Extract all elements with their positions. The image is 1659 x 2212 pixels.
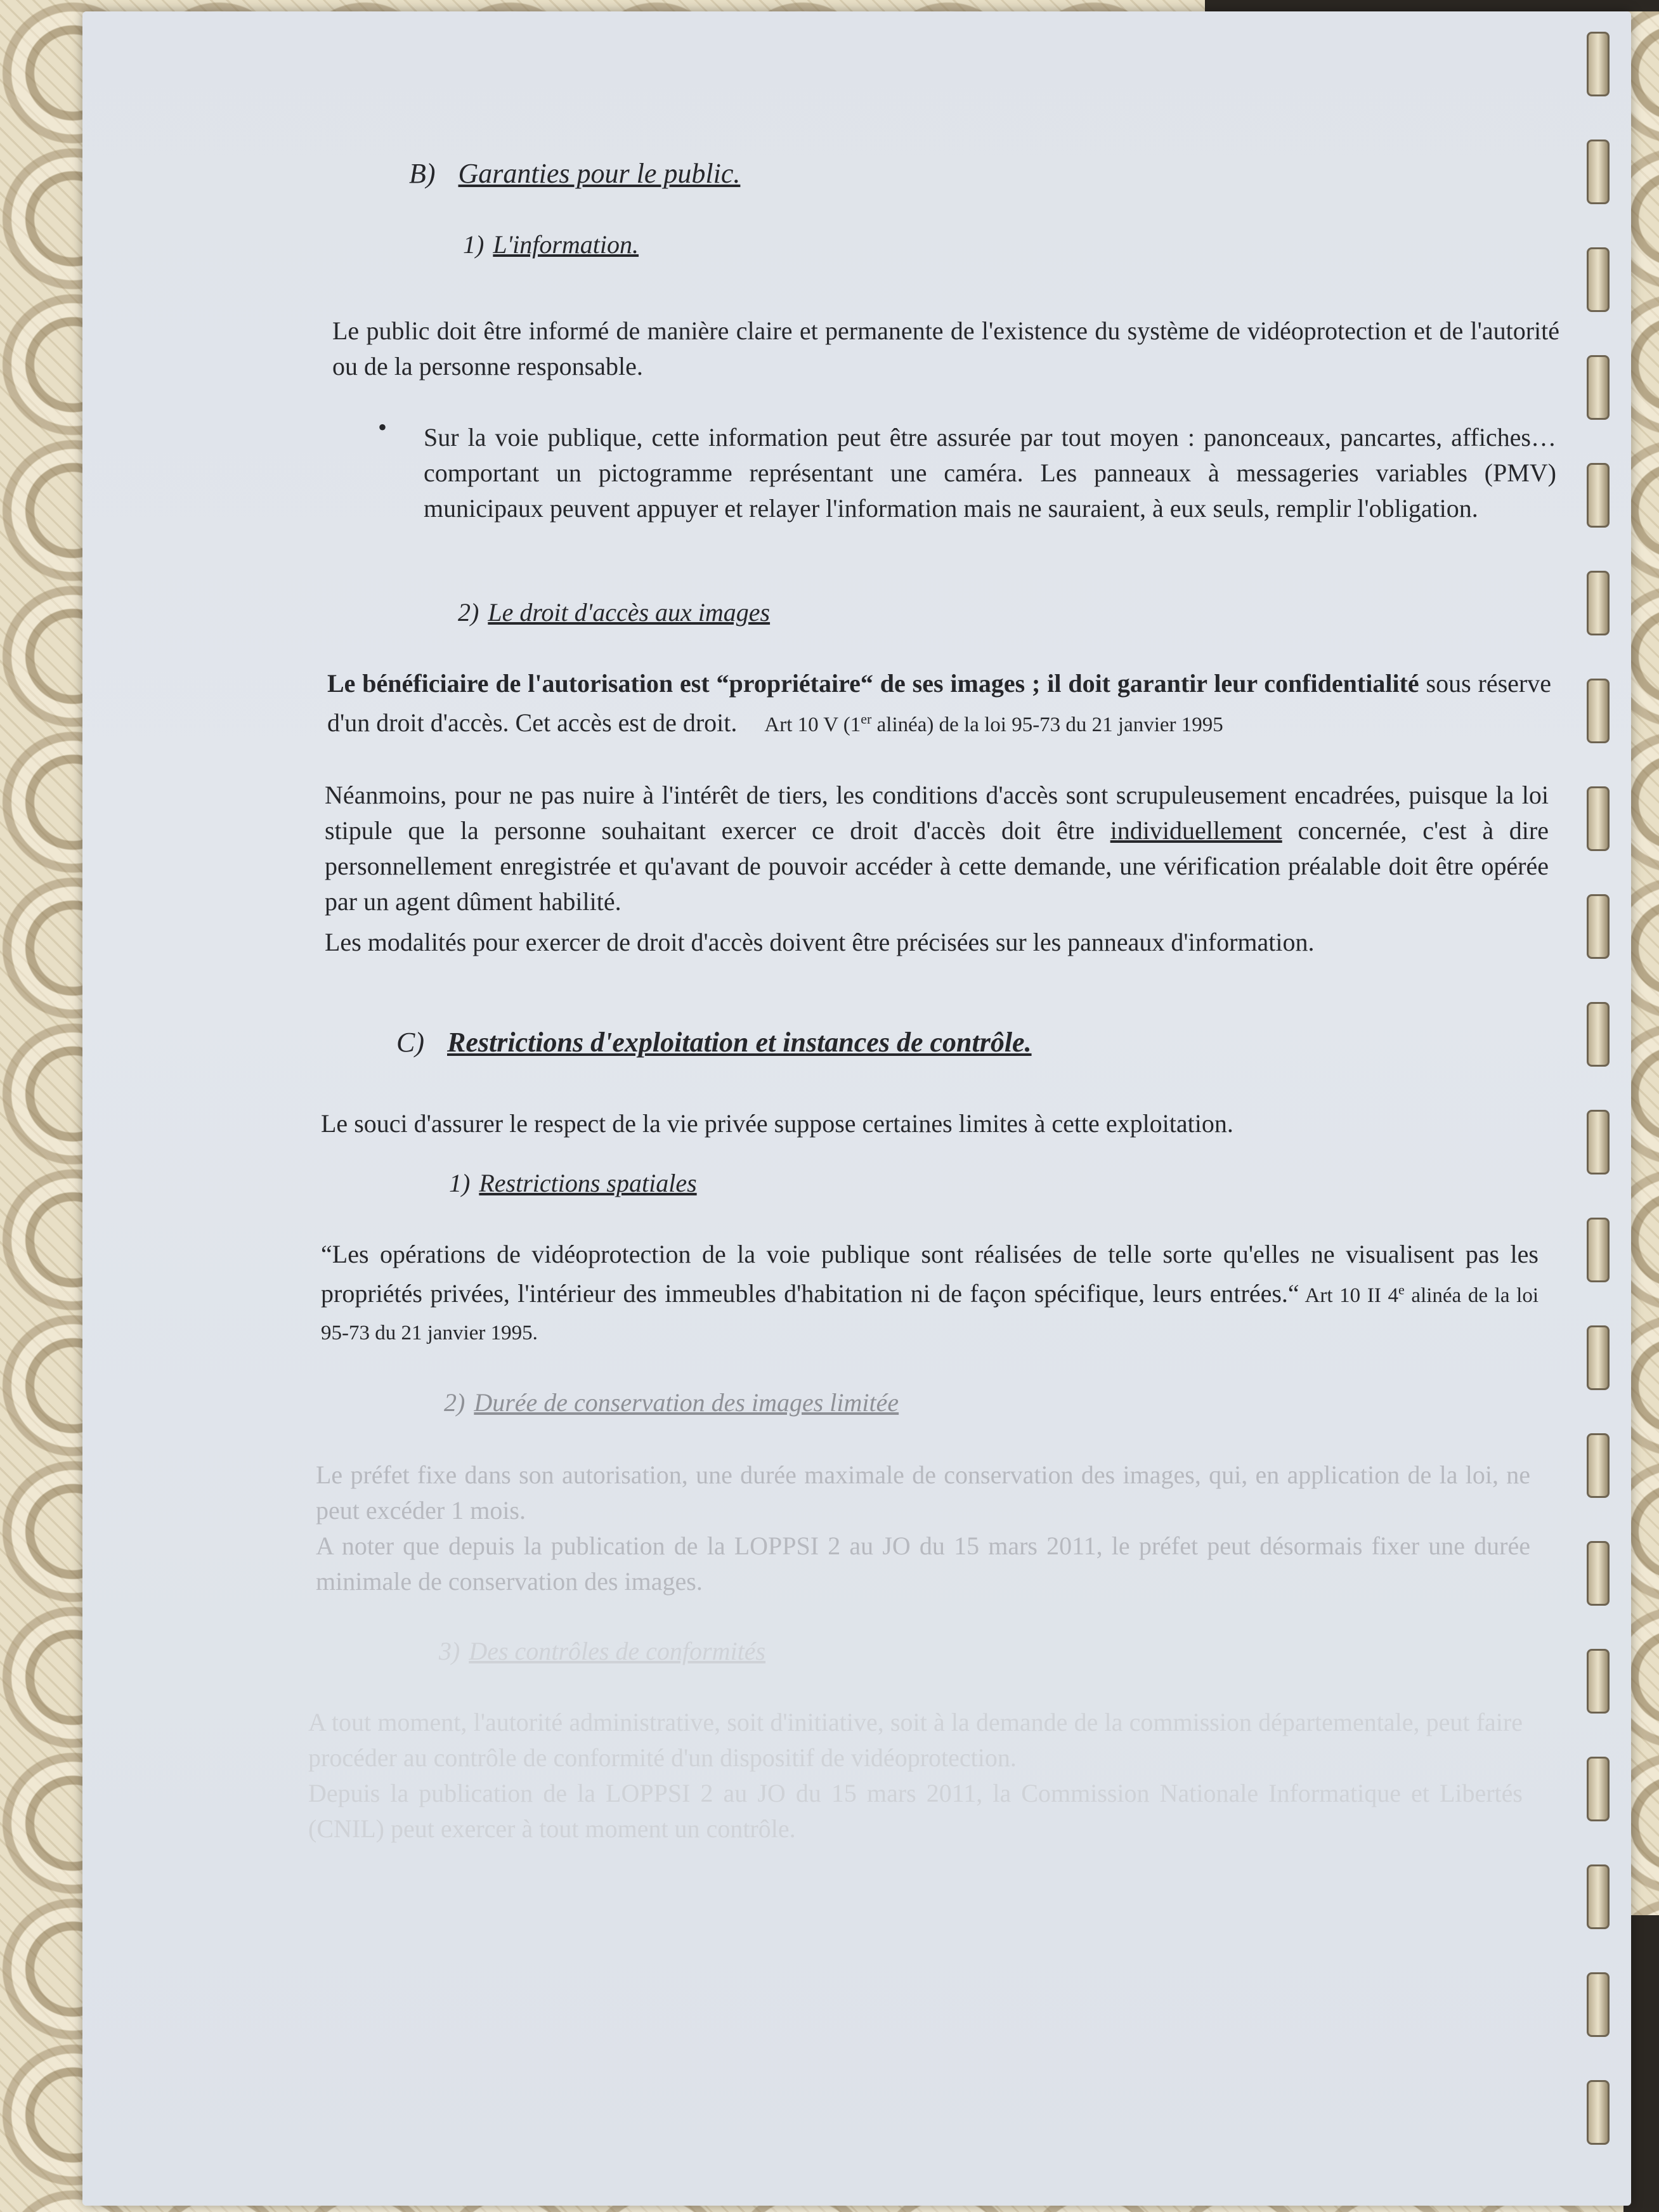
section-c1-title: Restrictions spatiales (479, 1169, 697, 1197)
section-b-title: Garanties pour le public. (458, 158, 741, 189)
section-c-title: Restrictions d'exploitation et instances de contrôle. (447, 1027, 1032, 1058)
access-conditions-after: concernée, c'est à dire personnellement enregistrée et qu'avant de pouvoir accéder à cette demande, une vérification préalable doit être opérée par un agent dûment habilité. (325, 816, 1549, 916)
section-c3-num: 3) (439, 1637, 460, 1665)
access-conditions-paragraph (325, 777, 1549, 920)
section-b1-heading (463, 230, 639, 259)
section-c1-num: 1) (449, 1169, 471, 1197)
access-right-lead-rest: sous réserve d'un droit d'accès. Cet accès est de droit. (327, 669, 1552, 737)
section-b1-num: 1) (463, 230, 485, 259)
section-c3-title: Des contrôles de conformités (469, 1637, 766, 1665)
section-c2-title: Durée de conservation des images limitée (474, 1388, 899, 1417)
access-conditions-before: Néanmoins, pour ne pas nuire à l'intérêt de tiers, les conditions d'accès sont scrupuleusement encadrées, puisque la loi stipule que la personne souhaitant exercer ce droit d'accès doit être (325, 781, 1549, 845)
section-b-letter: B) (409, 158, 436, 189)
section-c2-heading (444, 1388, 899, 1417)
section-c2-num: 2) (444, 1388, 465, 1417)
information-intro: Le public doit être informé de manière claire et permanente de l'existence du système de vidéoprotection et de l'autorité ou de la personne responsable. (332, 316, 1559, 381)
compliance-paragraph-1: A tout moment, l'autorité administrative, soit d'initiative, soit à la demande de la commission départementale, peut faire procéder au contrôle de conformité d'un dispositif de vidéoprotection. (308, 1708, 1523, 1772)
section-b-heading (409, 157, 740, 190)
retention-paragraph-2: A noter que depuis la publication de la LOPPSI 2 au JO du 15 mars 2011, le préfet peut désormais fixer une durée minimale de conservation des images. (316, 1532, 1530, 1596)
section-c1-heading (449, 1168, 697, 1198)
compliance-paragraph-2: Depuis la publication de la LOPPSI 2 au JO du 15 mars 2011, la Commission Nationale Informatique et Libertés (CNIL) peut exercer à tout moment un contrôle. (308, 1779, 1523, 1843)
access-right-bold-lead: Le bénéficiaire de l'autorisation est “propriétaire“ de ses images ; il doit garantir leur confidentialité (327, 669, 1419, 698)
spatial-quote-text: “Les opérations de vidéoprotection de la voie publique sont réalisées de telle sorte qu'elles ne visualisent pas les propriétés privées, l'intérieur des immeubles d'habitation ni de façon spécifique, leurs entrées.“ (321, 1240, 1539, 1308)
section-b2-num: 2) (458, 598, 479, 627)
section-b1-title: L'information. (493, 230, 639, 259)
access-right-paragraph (327, 666, 1551, 743)
section-c-intro: Le souci d'assurer le respect de la vie privée suppose certaines limites à cette exploitation. (321, 1109, 1233, 1138)
section-c3-heading (439, 1636, 765, 1666)
access-conditions-underlined: individuellement (1110, 816, 1282, 845)
information-bullet: Sur la voie publique, cette information peut être assurée par tout moyen : panonceaux, pancartes, affiches… comportant un pictogramme représentant une caméra. Les panneaux à messageries variables (PMV) municipaux peuvent appuyer et relayer l'information mais ne sauraient, à eux seuls, remplir l'obligation. (424, 423, 1556, 523)
law-reference: Art 10 V (1er alinéa) de la loi 95-73 du 21 janvier 1995 (764, 711, 1223, 736)
access-modalities-paragraph: Les modalités pour exercer de droit d'accès doivent être précisées sur les panneaux d'information. (325, 928, 1315, 956)
spatial-law-reference: Art 10 II 4e alinéa de la loi 95-73 du 21 janvier 1995. (321, 1282, 1539, 1344)
bullet-point: • (378, 413, 387, 441)
section-c-heading (396, 1026, 1032, 1058)
spatial-restrictions-quote (321, 1237, 1539, 1351)
section-b2-heading (458, 597, 770, 627)
section-c-letter: C) (396, 1027, 424, 1058)
retention-paragraph-1: Le préfet fixe dans son autorisation, une durée maximale de conservation des images, qui, en application de la loi, ne peut excéder 1 mois. (316, 1461, 1530, 1525)
section-b2-title: Le droit d'accès aux images (488, 598, 771, 627)
